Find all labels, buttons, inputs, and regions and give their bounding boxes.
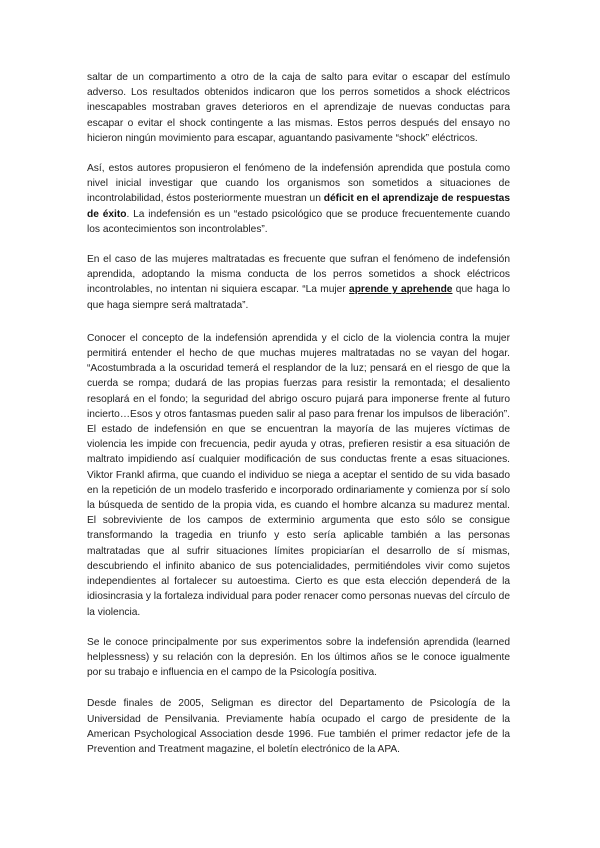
paragraph-shock-experiment: [87, 70, 510, 146]
paragraph-text: Desde finales de 2005, Seligman es director del Departamento de Psicología de la Universidad de Pensilvania. Previamente había ocupado el cargo de presidente de la American Psychological Association desde 1996. Fue también el primer redactor jefe de la Prevention and Treatment magazine, el boletín electrónico de la APA.: [87, 698, 510, 755]
paragraph-text: saltar de un compartimento a otro de la caja de salto para evitar o escapar del estímulo adverso. Los resultados obtenidos indicaron que los perros sometidos a shock eléctricos inescapables mostraban graves deterioros en el aprendizaje de nuevas conductas para escapar o evitar el shock contingente a las mismas. Estos perros después del ensayo no hicieron ningún movimiento para escapar, aguantando pasivamente “shock” eléctricos.: [87, 72, 510, 144]
paragraph-text: Así, estos autores propusieron el fenómeno de la indefensión aprendida que postula como nivel inicial investigar que cuando los organismos son sometidos a situaciones de incontrolabilidad, éstos posteriormente muestran un: [87, 163, 510, 205]
bold-phrase: déficit en el aprendizaje de respuestas de éxito: [87, 193, 510, 220]
paragraph-text: . La indefensión es un “estado psicológico que se produce frecuentemente cuando los acontecimientos son incontrolables”.: [87, 208, 510, 235]
paragraph-seligman-research: [87, 635, 510, 681]
paragraph-learned-helplessness-definition: [87, 161, 510, 237]
paragraph-text: Se le conoce principalmente por sus experimentos sobre la indefensión aprendida (learned helplessness) y su relación con la depresión. En los últimos años se le conoce igualmente por su trabajo e influencia en el campo de la Psicología positiva.: [87, 636, 510, 679]
document-body: [87, 70, 510, 772]
paragraph-battered-women: [87, 252, 510, 313]
paragraph-text: que haga lo que haga siempre será maltratada”.: [87, 284, 510, 311]
paragraph-violence-cycle: [87, 331, 510, 620]
underlined-phrase: aprende y aprehende: [349, 284, 453, 296]
paragraph-text: En el caso de las mujeres maltratadas es frecuente que sufran el fenómeno de indefensión aprendida, adoptando la misma conducta de los perros sometidos a shock eléctricos incontrolables, no intentan ni siquiera escapar. “La mujer: [87, 254, 510, 296]
paragraph-text: Conocer el concepto de la indefensión aprendida y el ciclo de la violencia contra la mujer permitirá entender el hecho de que muchas mujeres maltratadas no se vayan del hogar. “Acostumbrada a la oscuridad temerá el resplandor de la luz; pensará en el riesgo de que la cuerda se rompa; dudará de las propias fuerzas para resistir la remontada; el desaliento resoplará en el fondo; la seguridad del abrigo oscuro pujará para imponerse frente al futuro incierto…Esos y otros fantasmas pueden salir al paso para frenar los impulsos de liberación”. El estado de indefensión en que se encuentran la mayoría de las mujeres víctimas de violencia les impide con frecuencia, pedir ayuda y otras, prefieren resistir a esa situación de maltrato impidiendo así cualquier modificación de sus conductas frente a esas situaciones. Viktor Frankl afirma, que cuando el individuo se niega a aceptar el sentido de su vida basado en la repetición de un modelo trasferido e incorporado ordinariamente y comienza por sí solo la búsqueda de sentido de la propia vida, es cuando el hombre alcanza su madurez mental. El sobreviviente de los campos de exterminio argumenta que esto sólo se consigue transformando la tragedia en triunfo y esto sería aplicable también a las personas maltratadas que al sufrir situaciones límites propiciarían el desarrollo de sí mismas, descubriendo el infinito abanico de sus potencialidades, permitiéndoles vivir como sujetos independientes al fortalecer su autoestima. Cierto es que esta elección dependerá de la idiosincrasia y la fortaleza individual para poder renacer como personas nuevas del círculo de la violencia.: [87, 332, 511, 618]
paragraph-seligman-career: [87, 696, 510, 757]
